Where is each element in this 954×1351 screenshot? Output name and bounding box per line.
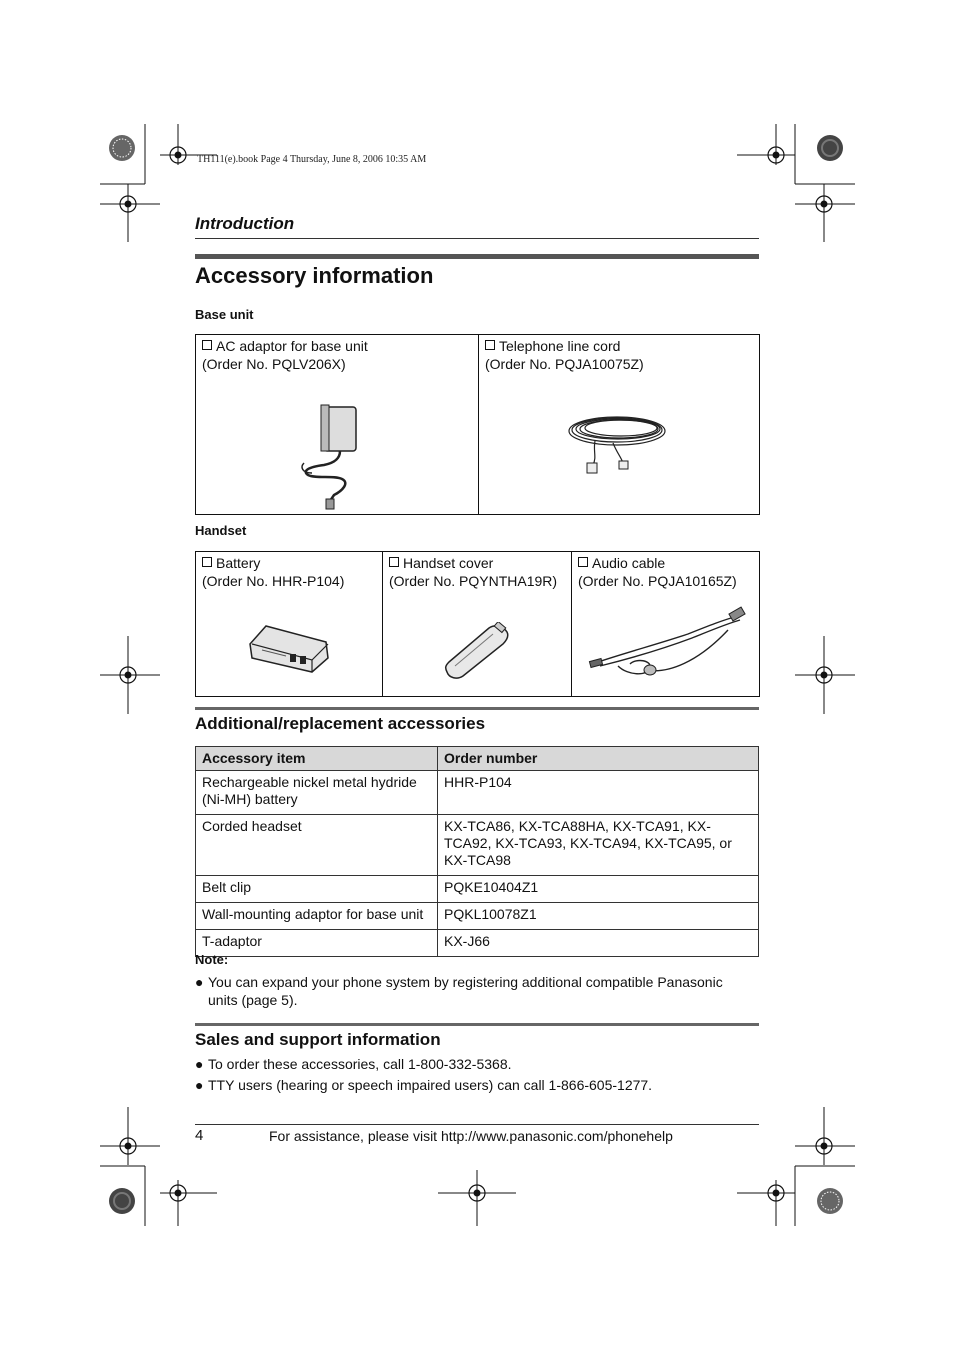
bullet-icon: ● [195,1077,204,1093]
accessory-cell [478,335,759,514]
accessory-order-number: (Order No. PQJA10075Z) [485,356,644,372]
accessory-name: Telephone line cord [499,338,621,354]
bullet-icon: ● [195,1056,204,1072]
accessory-cell [382,552,571,696]
accessory-item: T-adaptor [196,930,438,957]
footer-rule [195,1124,759,1125]
accessory-order-number: (Order No. PQJA10165Z) [578,573,737,589]
sales-rule [195,1023,759,1026]
handset-cover-icon [441,622,517,682]
audio-cable-icon [588,604,748,684]
order-number: KX-TCA86, KX-TCA88HA, KX-TCA91, KX-TCA92, KX-TCA93, KX-TCA94, KX-TCA95, or KX-TCA98 [438,815,759,876]
table-row [196,815,759,876]
title-rule [195,254,759,259]
page-title: Accessory information [195,263,434,288]
table-row [196,930,759,957]
table-header-row [196,747,759,771]
handset-box [195,551,760,697]
order-number: PQKE10404Z1 [438,876,759,903]
checkbox-icon [389,557,399,567]
accessory-order-number: (Order No. HHR-P104) [202,573,345,589]
print-header: TH111(e).book Page 4 Thursday, June 8, 2006 10:35 AM [197,154,427,165]
accessory-name: Battery [216,555,261,571]
table-row [196,876,759,903]
checkbox-icon [578,557,588,567]
accessory-name: Handset cover [403,555,494,571]
note-heading: Note: [195,952,229,967]
base-unit-box [195,334,760,515]
base-unit-heading: Base unit [195,307,254,322]
footer-text: For assistance, please visit http://www.panasonic.com/phonehelp [269,1128,673,1144]
bullet-icon: ● [195,974,204,990]
accessory-cell [196,335,478,514]
accessory-cell [196,552,382,696]
sales-heading: Sales and support information [195,1030,441,1049]
additional-rule [195,707,759,710]
accessory-name: AC adaptor for base unit [216,338,368,354]
accessory-item: Rechargeable nickel metal hydride (Ni-MH) battery [196,771,438,815]
telephone-cord-icon [565,405,667,477]
page-number: 4 [195,1127,204,1144]
accessory-item: Wall-mounting adaptor for base unit [196,903,438,930]
checkbox-icon [202,340,212,350]
handset-heading: Handset [195,523,247,538]
accessory-cell [571,552,759,696]
accessory-order-number: (Order No. PQYNTHA19R) [389,573,558,589]
order-number: HHR-P104 [438,771,759,815]
accessory-item: Corded headset [196,815,438,876]
accessory-item: Belt clip [196,876,438,903]
accessory-order-number: (Order No. PQLV206X) [202,356,346,372]
checkbox-icon [485,340,495,350]
checkbox-icon [202,557,212,567]
note-text: You can expand your phone system by registering additional compatible Panasonic units (page 5). [208,974,723,1008]
accessory-name: Audio cable [592,555,666,571]
accessory-table [195,746,759,957]
additional-heading: Additional/replacement accessories [195,714,486,733]
order-number: PQKL10078Z1 [438,903,759,930]
order-number: KX-J66 [438,930,759,957]
sales-text: To order these accessories, call 1-800-332-5368. [208,1056,512,1072]
column-header: Order number [438,747,759,771]
table-row [196,771,759,815]
header-rule [195,238,759,239]
ac-adaptor-icon [294,401,364,511]
section-label: Introduction [195,214,295,233]
sales-text: TTY users (hearing or speech impaired users) can call 1-866-605-1277. [208,1077,653,1093]
column-header: Accessory item [196,747,438,771]
table-row [196,903,759,930]
battery-icon [246,620,332,676]
